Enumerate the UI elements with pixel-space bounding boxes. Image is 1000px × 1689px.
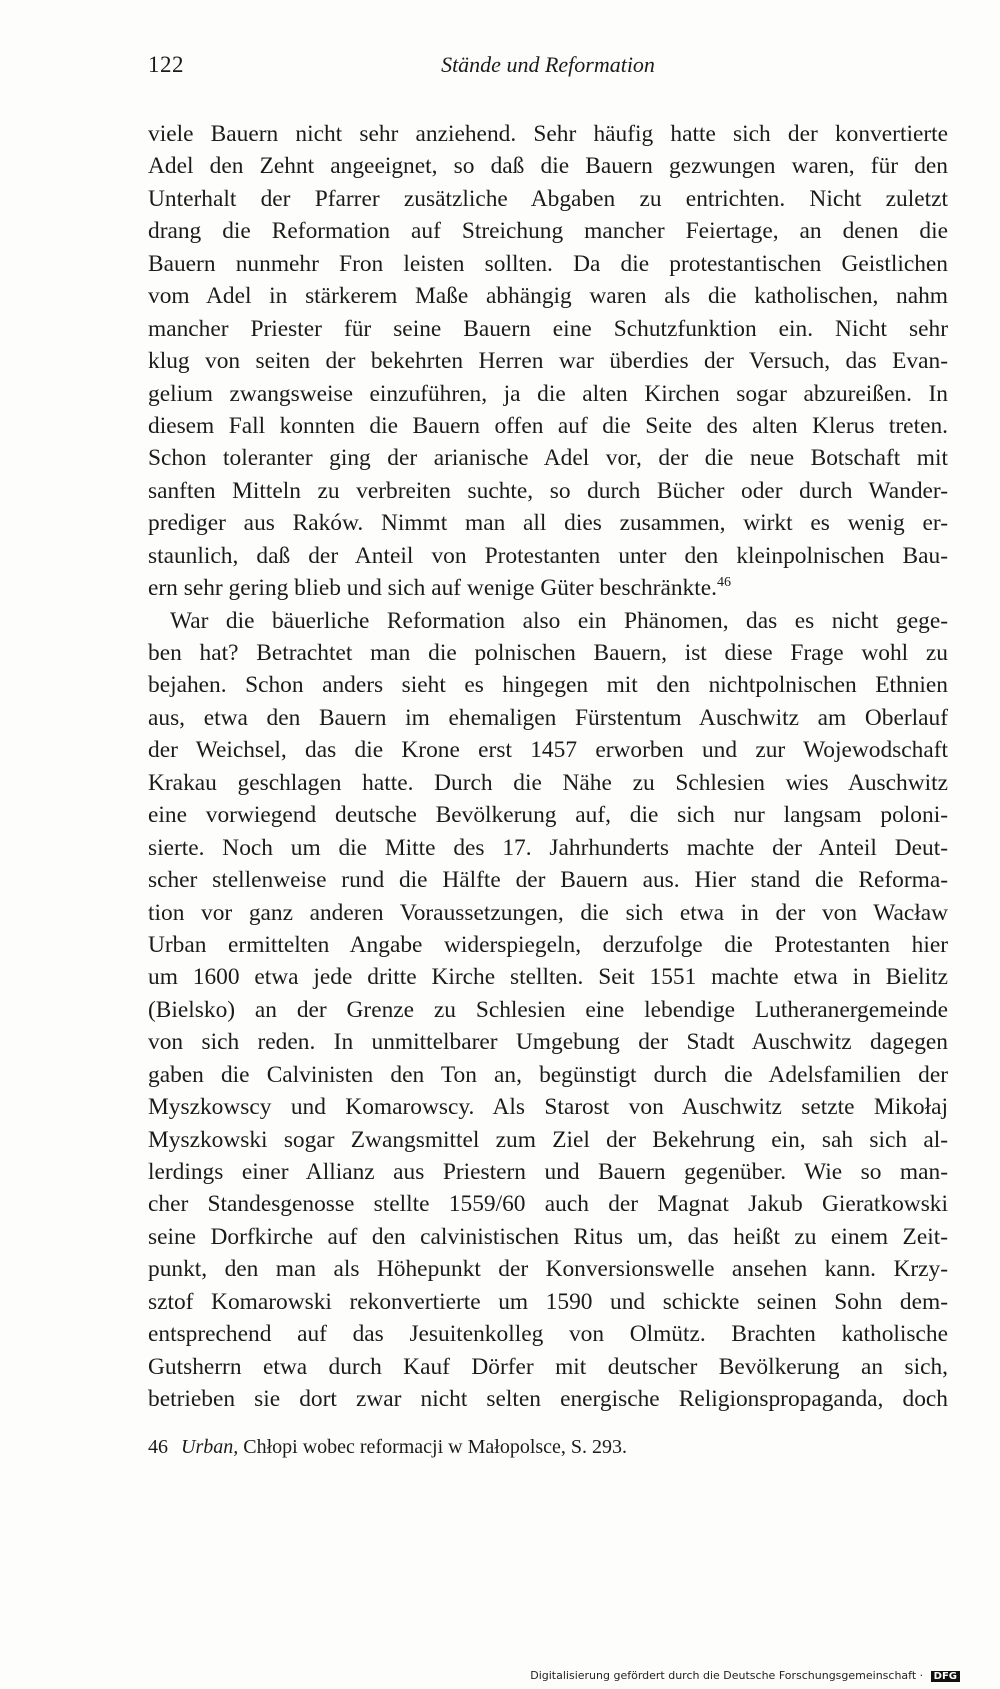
text-line: diesem Fall konnten die Bauern offen auf die Seite des alten Klerus treten. <box>148 412 948 439</box>
text-line: (Bielsko) an der Grenze zu Schlesien eine lebendige Lutheranergemeinde <box>148 996 948 1023</box>
text-line: Krakau geschlagen hatte. Durch die Nähe zu Schlesien wies Auschwitz <box>148 769 948 796</box>
text-line: eine vorwiegend deutsche Bevölkerung auf, die sich nur langsam poloni- <box>148 802 948 829</box>
text-line: viele Bauern nicht sehr anziehend. Sehr häufig hatte sich der konvertierte <box>148 121 948 147</box>
running-title: Stände und Reformation <box>441 52 655 77</box>
text-line: Schon toleranter ging der arianische Adel vor, der die neue Botschaft mit <box>148 445 948 472</box>
text-line: Adel den Zehnt angeeignet, so daß die Bauern gezwungen waren, für den <box>148 153 948 180</box>
text-line: lerdings einer Allianz aus Priestern und Bauern gegenüber. Wie so man- <box>148 1159 948 1185</box>
text-line: gaben die Calvinisten den Ton an, begünstigt durch die Adelsfamilien der <box>148 1061 948 1088</box>
text-line-paragraph-end <box>148 572 948 604</box>
page-number: 122 <box>148 52 184 77</box>
text-line: betrieben sie dort zwar nicht selten energische Religionspropaganda, doch <box>148 1386 948 1413</box>
text-line: seine Dorfkirche auf den calvinistischen Ritus um, das heißt zu einem Zeit- <box>148 1223 948 1250</box>
text-line: der Weichsel, das die Krone erst 1457 erworben und zur Wojewodschaft <box>148 737 948 764</box>
text-line: aus, etwa den Bauern im ehemaligen Fürstentum Auschwitz am Oberlauf <box>148 704 948 731</box>
text-line: sanften Mitteln zu verbreiten suchte, so durch Bücher oder durch Wander- <box>148 477 948 504</box>
text-line: drang die Reformation auf Streichung mancher Feiertage, an denen die <box>148 218 948 245</box>
text-line: bejahen. Schon anders sieht es hingegen mit den nichtpolnischen Ethnien <box>148 672 948 699</box>
text-line: ben hat? Betrachtet man die polnischen Bauern, ist diese Frage wohl zu <box>148 640 948 666</box>
footnote <box>148 1436 948 1459</box>
text-line: Unterhalt der Pfarrer zusätzliche Abgaben zu entrichten. Nicht zuletzt <box>148 185 948 212</box>
footnote-number: 46 <box>148 1436 168 1458</box>
text-line: Myszkowski sogar Zwangsmittel zum Ziel der Bekehrung ein, sah sich al- <box>148 1126 948 1153</box>
text-line: tion vor ganz anderen Voraussetzungen, die sich etwa in der von Wacław <box>148 899 948 926</box>
text-line-content: ern sehr gering blieb und sich auf wenige Güter beschränkte. <box>148 575 717 602</box>
text-line: mancher Priester für seine Bauern eine Schutzfunktion ein. Nicht sehr <box>148 315 948 342</box>
footnote-reference: 46 <box>716 575 731 591</box>
page-header <box>148 52 948 86</box>
text-line: gelium zwangsweise einzuführen, ja die alten Kirchen sogar abzureißen. In <box>148 380 948 407</box>
text-line: von sich reden. In unmittelbarer Umgebung der Stadt Auschwitz dagegen <box>148 1029 948 1056</box>
credit-text: Digitalisierung gefördert durch die Deutsche Forschungsgemeinschaft · <box>530 1669 924 1682</box>
body-text <box>148 118 948 1416</box>
footnote-text: Chłopi wobec reformacji w Małopolsce, S. 293. <box>243 1436 628 1458</box>
text-line: scher stellenweise rund die Hälfte der Bauern aus. Hier stand die Reforma- <box>148 867 948 894</box>
text-line: Urban ermittelten Angabe widerspiegeln, derzufolge die Protestanten hier <box>148 931 948 958</box>
text-line: entsprechend auf das Jesuitenkolleg von Olmütz. Brachten katholische <box>148 1321 948 1348</box>
footnote-author: Urban, <box>181 1436 239 1458</box>
text-line: staunlich, daß der Anteil von Protestanten unter den kleinpolnischen Bau- <box>148 542 948 569</box>
text-line: Myszkowscy und Komarowscy. Als Starost von Auschwitz setzte Mikołaj <box>148 1094 948 1121</box>
text-line: cher Standesgenosse stellte 1559/60 auch der Magnat Jakub Gieratkowski <box>148 1191 948 1218</box>
text-line: um 1600 etwa jede dritte Kirche stellten. Seit 1551 machte etwa in Bielitz <box>148 964 948 991</box>
text-line: punkt, den man als Höhepunkt der Konversionswelle ansehen kann. Krzy- <box>148 1256 948 1283</box>
text-line: sztof Komarowski rekonvertierte um 1590 und schickte seinen Sohn dem- <box>148 1288 948 1315</box>
text-line: sierte. Noch um die Mitte des 17. Jahrhunderts machte der Anteil Deut- <box>148 834 948 861</box>
text-line-paragraph-start: War die bäuerliche Reformation also ein Phänomen, das es nicht gege- <box>170 607 948 634</box>
text-line: Bauern nunmehr Fron leisten sollten. Da die protestantischen Geistlichen <box>148 250 948 277</box>
text-line: prediger aus Raków. Nimmt man all dies zusammen, wirkt es wenig er- <box>148 510 948 537</box>
digitization-credit <box>530 1669 960 1682</box>
text-line: Gutsherrn etwa durch Kauf Dörfer mit deutscher Bevölkerung an sich, <box>148 1353 948 1380</box>
dfg-logo: DFG <box>931 1671 960 1682</box>
text-line: vom Adel in stärkerem Maße abhängig waren als die katholischen, nahm <box>148 283 948 310</box>
text-line: klug von seiten der bekehrten Herren war überdies der Versuch, das Evan- <box>148 348 948 375</box>
